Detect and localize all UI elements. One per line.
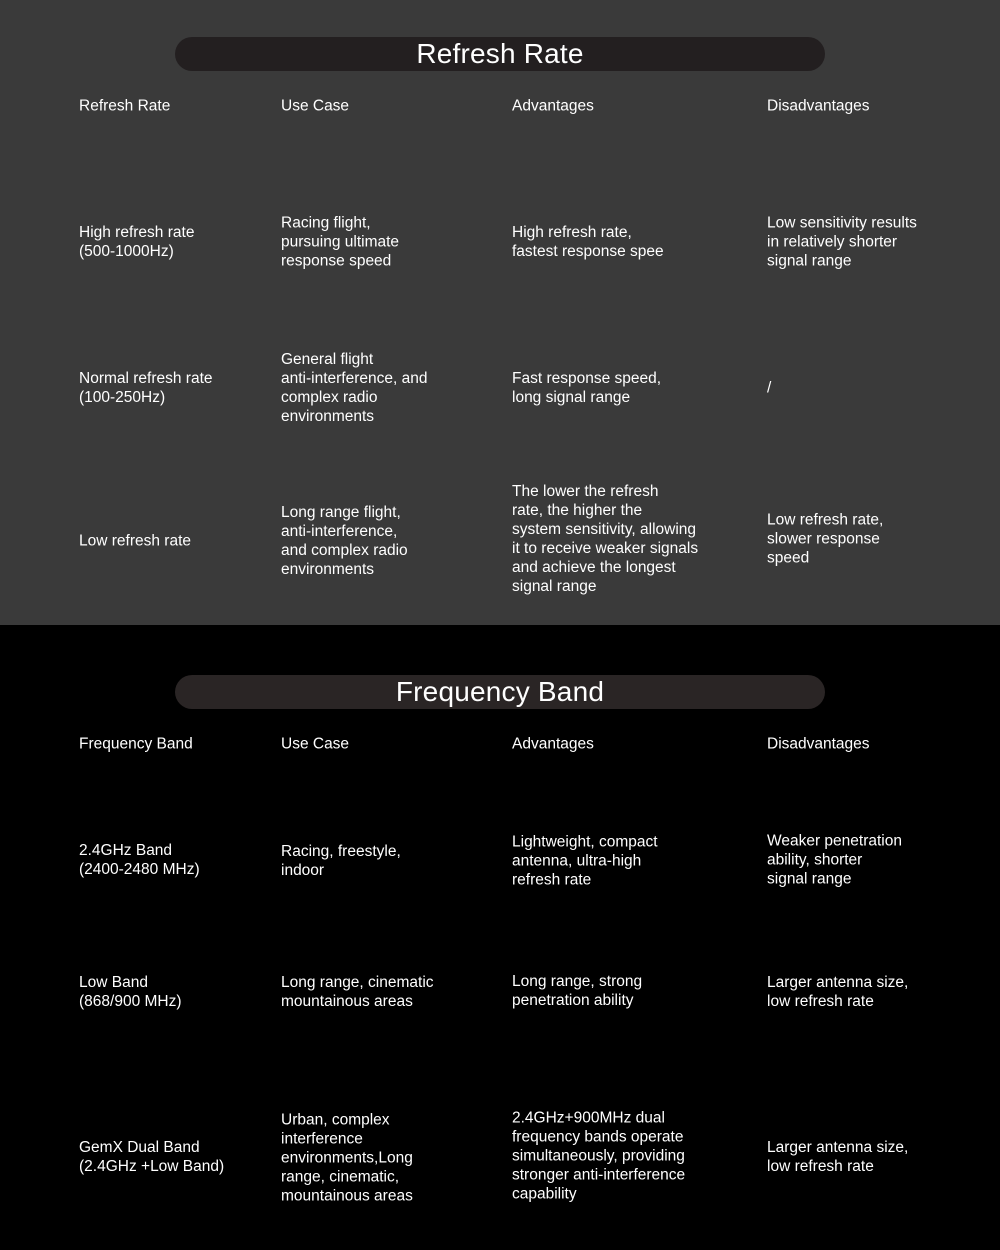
- advantages-cell: 2.4GHz+900MHz dual frequency bands operate simultaneously, providing stronger anti-interference capability: [512, 1109, 686, 1203]
- header-disadvantages: Disadvantages: [767, 97, 870, 115]
- header-use-case: Use Case: [281, 735, 350, 753]
- advantages-cell: Lightweight, compact antenna, ultra-high refresh rate: [512, 833, 658, 889]
- use-case-cell: Racing flight, pursuing ultimate response speed: [281, 214, 400, 270]
- row-label: Normal refresh rate (100-250Hz): [79, 370, 213, 406]
- frequency-band-section: [0, 625, 1000, 1250]
- advantages-cell: Long range, strong penetration ability: [512, 973, 643, 1009]
- row-label: Low refresh rate: [79, 532, 191, 550]
- advantages-cell: The lower the refresh rate, the higher the system sensitivity, allowing it to receive weaker signals and achieve the longest signal range: [512, 483, 699, 595]
- header-advantages: Advantages: [512, 97, 594, 115]
- advantages-cell: Fast response speed, long signal range: [512, 370, 662, 406]
- header-refresh-rate: Refresh Rate: [79, 97, 171, 115]
- use-case-cell: Long range, cinematic mountainous areas: [281, 974, 434, 1010]
- frequency-band-title: Frequency Band: [175, 675, 825, 709]
- disadvantages-cell: Weaker penetration ability, shorter signal range: [767, 832, 902, 888]
- use-case-cell: Racing, freestyle, indoor: [281, 843, 401, 879]
- advantages-cell: High refresh rate, fastest response spee: [512, 224, 664, 260]
- disadvantages-cell: Low sensitivity results in relatively shorter signal range: [767, 214, 917, 270]
- row-label: Low Band (868/900 MHz): [79, 974, 182, 1010]
- header-disadvantages: Disadvantages: [767, 735, 870, 753]
- header-advantages: Advantages: [512, 735, 594, 753]
- disadvantages-cell: Larger antenna size, low refresh rate: [767, 974, 909, 1010]
- use-case-cell: Urban, complex interference environments,Long range, cinematic, mountainous areas: [281, 1111, 413, 1205]
- use-case-cell: General flight anti-interference, and complex radio environments: [281, 351, 428, 425]
- use-case-cell: Long range flight, anti-interference, and complex radio environments: [281, 504, 408, 578]
- disadvantages-cell: Larger antenna size, low refresh rate: [767, 1139, 909, 1175]
- header-frequency-band: Frequency Band: [79, 735, 193, 753]
- disadvantages-cell: Low refresh rate, slower response speed: [767, 511, 884, 567]
- disadvantages-cell: /: [767, 379, 772, 397]
- row-label: High refresh rate (500-1000Hz): [79, 224, 195, 260]
- header-use-case: Use Case: [281, 97, 350, 115]
- row-label: 2.4GHz Band (2400-2480 MHz): [79, 842, 200, 878]
- refresh-rate-title: Refresh Rate: [175, 37, 825, 71]
- row-label: GemX Dual Band (2.4GHz +Low Band): [79, 1139, 225, 1175]
